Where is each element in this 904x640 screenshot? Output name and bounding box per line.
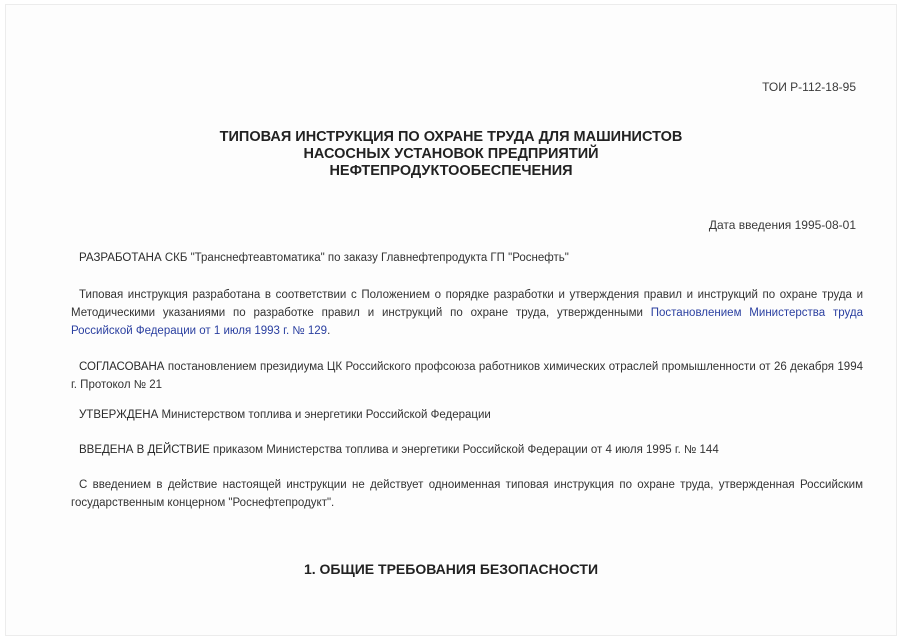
developed-label: РАЗРАБОТАНА (79, 252, 162, 264)
developed-paragraph (71, 249, 863, 267)
approved-paragraph (71, 406, 863, 424)
title-line-2: НАСОСНЫХ УСТАНОВОК ПРЕДПРИЯТИЙ (303, 146, 599, 162)
introduction-date: Дата введения 1995-08-01 (708, 218, 856, 232)
developed-text: СКБ "Транснефтеавтоматика" по заказу Главнефтепродукта ГП "Роснефть" (161, 252, 569, 264)
document-page (5, 4, 897, 636)
basis-end: . (327, 325, 331, 337)
agreed-text: постановлением президиума ЦК Российского профсоюза работников химических отраслей промышленности от 26 декабря 1994 г. Протокол № 21 (71, 361, 863, 391)
notice-text: С введением в действие настоящей инструкции не действует одноименная типовая инструкция по охране труда, утвержденная Российским государственным концерном "Роснефтепродукт". (71, 479, 863, 509)
document-code: ТОИ Р-112-18-95 (762, 80, 856, 94)
title-line-1: ТИПОВАЯ ИНСТРУКЦИЯ ПО ОХРАНЕ ТРУДА ДЛЯ МАШИНИСТОВ (219, 129, 683, 145)
enacted-label: ВВЕДЕНА В ДЕЙСТВИЕ (79, 444, 210, 456)
basis-paragraph (71, 286, 863, 340)
approved-label: УТВЕРЖДЕНА (79, 409, 159, 421)
document-title (6, 129, 896, 180)
enacted-text: приказом Министерства топлива и энергетики Российской Федерации от 4 июля 1995 г. № 144 (209, 444, 719, 456)
decree-link[interactable]: Постановлением Министерства труда Российской Федерации от 1 июля 1993 г. № 129 (71, 307, 864, 337)
enacted-paragraph (71, 441, 863, 459)
section-title: 1. ОБЩИЕ ТРЕБОВАНИЯ БЕЗОПАСНОСТИ (303, 561, 599, 577)
agreed-paragraph (71, 358, 863, 394)
title-line-3: НЕФТЕПРОДУКТООБЕСПЕЧЕНИЯ (329, 163, 573, 179)
notice-paragraph (71, 476, 863, 512)
basis-text: Типовая инструкция разработана в соответствии с Положением о порядке разработки и утверждения правил и инструкций по охране труда и Методическими указаниями по разработке правил и инструкций по охране труда, утвержденными (71, 289, 863, 319)
approved-text: Министерством топлива и энергетики Российской Федерации (158, 409, 491, 421)
agreed-label: СОГЛАСОВАНА (79, 361, 165, 373)
